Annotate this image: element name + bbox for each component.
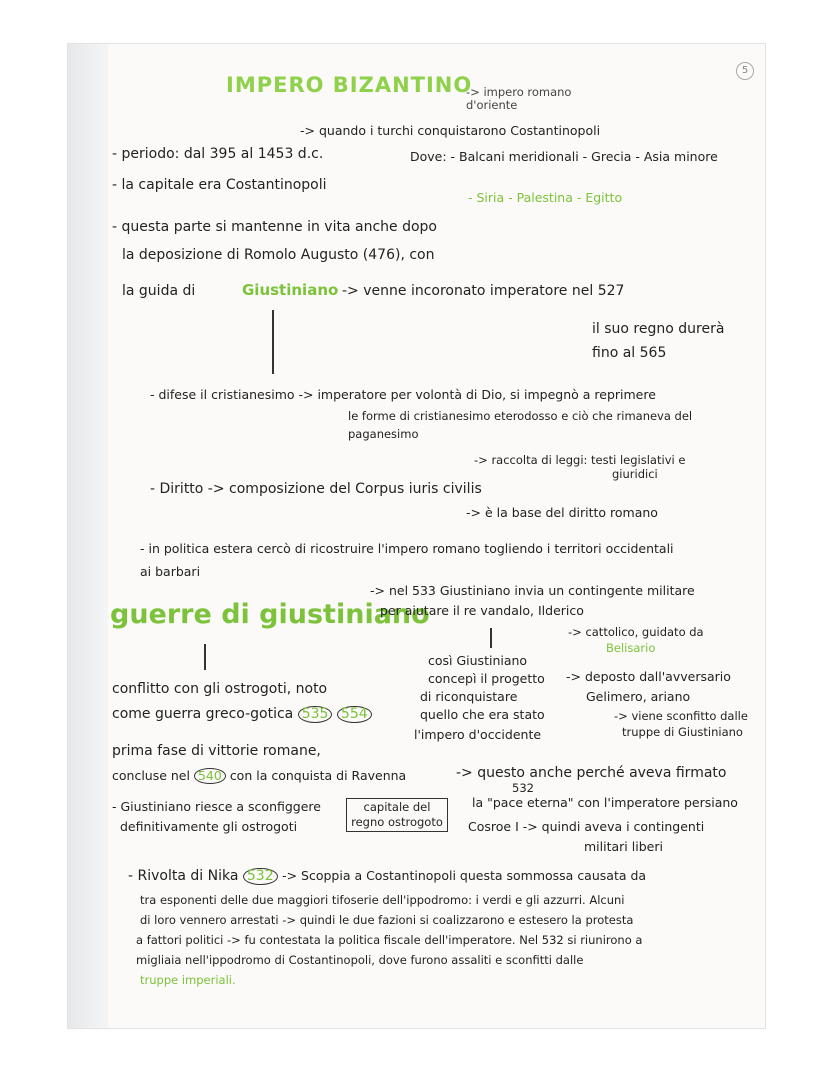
line-cosroe: Cosroe I -> quindi aveva i contingenti	[468, 819, 705, 834]
title-note: -> impero romano d'oriente	[466, 85, 572, 112]
line-regno-1: il suo regno durerà	[592, 321, 725, 337]
line-militari: militari liberi	[584, 839, 663, 854]
line-nika-1	[128, 868, 646, 885]
line-nika-5: migliaia nell'ippodromo di Costantinopoli, dove furono assaliti e sconfitti dalle	[136, 953, 584, 967]
line-capitale: - la capitale era Costantinopoli	[112, 177, 327, 193]
nika-text-a: - Rivolta di Nika	[128, 868, 239, 884]
line-cosi-4: quello che era stato	[420, 707, 545, 722]
year-535: 535	[298, 706, 333, 723]
prima-text-b: con la conquista di Ravenna	[229, 768, 407, 783]
line-questo-2: la "pace eterna" con l'imperatore persiano	[472, 795, 738, 810]
line-sconfigge-1: - Giustiniano riesce a sconfiggere	[112, 799, 321, 814]
line-politica-2: ai barbari	[140, 564, 201, 579]
line-cosi-1: così Giustiniano	[428, 653, 528, 668]
section-heading-guerre: guerre di giustiniano	[110, 599, 430, 630]
year-532: 532	[243, 868, 278, 885]
line-prima-2	[112, 768, 406, 784]
year-540: 540	[194, 768, 226, 784]
line-prima-1: prima fase di vittorie romane,	[112, 743, 321, 759]
nika-text-b: -> Scoppia a Costantinopoli questa sommossa causata da	[282, 868, 647, 883]
line-incoronato: -> venne incoronato imperatore nel 527	[342, 283, 625, 299]
line-conflitto-1: conflitto con gli ostrogoti, noto	[112, 681, 328, 697]
prima-text-a: concluse nel	[112, 768, 190, 783]
line-cattolico-2: Belisario	[606, 641, 656, 655]
line-nika-4: a fattori politici -> fu contestata la politica fiscale dell'imperatore. Nel 532 si riunirono a	[136, 933, 643, 947]
line-cosi-2: concepì il progetto	[428, 671, 545, 686]
year-532-superscript: 532	[512, 781, 534, 795]
line-nika-6: truppe imperiali.	[140, 973, 236, 987]
line-questo-1: -> questo anche perché aveva firmato	[456, 765, 727, 781]
arrow-down-2	[204, 644, 206, 670]
line-mantenne-2: la deposizione di Romolo Augusto (476), con	[122, 247, 435, 263]
line-deposto-1: -> deposto dall'avversario	[566, 669, 731, 684]
page-number: 5	[736, 62, 754, 80]
line-deposto-3: -> viene sconfitto dalle	[614, 709, 748, 723]
line-cosi-5: l'impero d'occidente	[414, 727, 542, 742]
line-conflitto-2	[112, 706, 372, 723]
line-deposto-2: Gelimero, ariano	[586, 689, 691, 704]
line-politica-1: - in politica estera cercò di ricostruire l'impero romano togliendo i territori occidentali	[140, 541, 674, 556]
line-nel533: -> nel 533 Giustiniano invia un contingente militare	[370, 583, 695, 598]
arrow-down-1	[272, 310, 274, 374]
conflitto-text: come guerra greco-gotica	[112, 706, 294, 722]
line-dove: Dove: - Balcani meridionali - Grecia - Asia minore	[410, 149, 718, 164]
line-guida: la guida di	[122, 283, 196, 299]
line-base: -> è la base del diritto romano	[466, 505, 658, 520]
line-deposto-4: truppe di Giustiniano	[622, 725, 743, 739]
line-periodo: - periodo: dal 395 al 1453 d.c.	[112, 146, 324, 162]
line-difese-2: le forme di cristianesimo eterodosso e ciò che rimaneva del	[348, 409, 693, 423]
line-quando: -> quando i turchi conquistarono Costantinopoli	[300, 123, 601, 138]
line-raccolta-1: -> raccolta di leggi: testi legislativi e	[474, 453, 686, 467]
arrow-down-3	[490, 628, 492, 648]
line-dove-2: - Siria - Palestina - Egitto	[468, 190, 623, 205]
capitale-regno-box	[346, 798, 448, 832]
line-mantenne-1: - questa parte si mantenne in vita anche dopo	[112, 219, 437, 235]
line-nika-3: di loro vennero arrestati -> quindi le due fazioni si coalizzarono e estesero la protesta	[140, 913, 634, 927]
page-title: IMPERO BIZANTINO	[226, 73, 473, 97]
line-nika-2: tra esponenti delle due maggiori tifoserie dell'ippodromo: i verdi e gli azzurri. Alcuni	[140, 893, 625, 907]
line-difese-3: paganesimo	[348, 427, 419, 441]
line-aiutare: per aiutare il re vandalo, Ilderico	[380, 603, 584, 618]
capitale-regno-2: regno ostrogoto	[351, 814, 443, 829]
line-raccolta-2: giuridici	[612, 467, 658, 481]
line-diritto: - Diritto -> composizione del Corpus iuris civilis	[150, 481, 482, 497]
capitale-regno-1: capitale del	[363, 800, 431, 814]
line-difese-1: - difese il cristianesimo -> imperatore per volontà di Dio, si impegnò a reprimere	[150, 387, 656, 402]
line-regno-2: fino al 565	[592, 345, 667, 361]
giustiniano-highlight: Giustiniano	[242, 281, 339, 299]
year-554: 554	[337, 706, 372, 723]
line-cattolico-1: -> cattolico, guidato da	[568, 625, 704, 639]
sheet-protector-margin	[68, 44, 108, 1028]
line-cosi-3: di riconquistare	[420, 689, 518, 704]
line-sconfigge-2: definitivamente gli ostrogoti	[120, 819, 298, 834]
